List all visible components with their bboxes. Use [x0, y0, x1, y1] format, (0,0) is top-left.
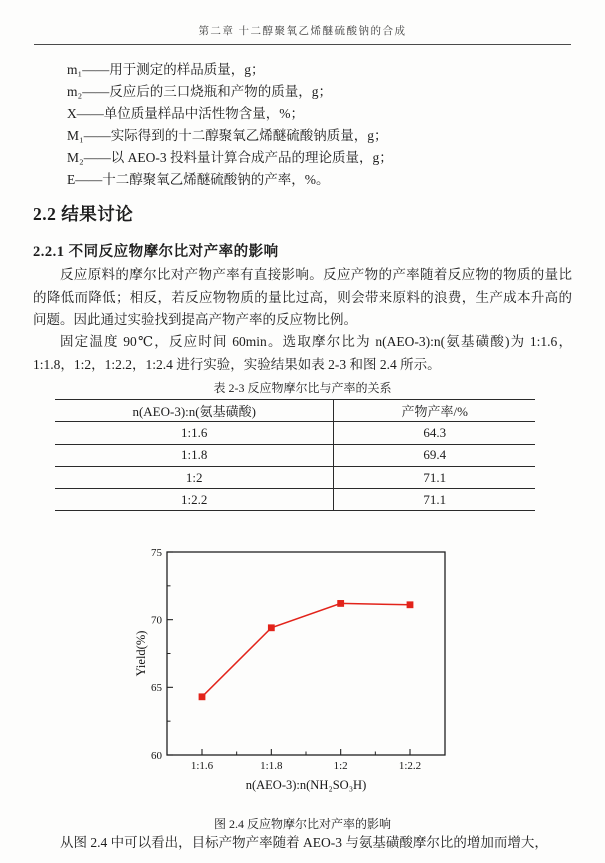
- definition-item: m₁——用于测定的样品质量，g；: [67, 62, 265, 77]
- x-tick-label: 1:2: [333, 760, 348, 772]
- running-header: 第二章 十二醇聚氧乙烯醚硫酸钠的合成: [198, 26, 407, 37]
- y-axis-label: Yield(%): [134, 630, 148, 677]
- plot-frame: [167, 552, 445, 755]
- table-header-row: [55, 400, 535, 422]
- data-point-marker: [268, 624, 275, 631]
- definition-item: m₂——反应后的三口烧瓶和产物的质量，g；: [67, 84, 332, 99]
- definition-item: M₂——以 AEO-3 投料量计算合成产品的理论质量，g；: [67, 150, 393, 165]
- yield-series-line: [202, 603, 410, 696]
- definition-item: X——单位质量样品中活性物含量，%；: [67, 106, 304, 121]
- table-cell: 1:2: [55, 466, 334, 488]
- data-point-marker: [407, 601, 414, 608]
- y-tick-label: 75: [151, 546, 162, 559]
- table-row: [55, 422, 535, 444]
- table-row: [55, 466, 535, 488]
- yield-line-chart: [130, 543, 480, 803]
- mole-ratio-yield-table: [55, 399, 535, 511]
- y-tick-label: 60: [151, 749, 162, 762]
- x-tick-label: 1:1.8: [260, 760, 283, 772]
- section-heading: 2.2 结果讨论: [33, 204, 134, 224]
- table-row: [55, 489, 535, 511]
- figure-caption: 图 2.4 反应物摩尔比对产率的影响: [213, 817, 391, 831]
- definition-item: M₁——实际得到的十二醇聚氧乙烯醚硫酸钠质量，g；: [67, 128, 388, 143]
- paragraph-experiment-conditions: 固定温度 90℃，反应时间 60min。选取摩尔比为 n(AEO-3):n(氨基磺酸)为 1:1.6，1:1.8，1:2，1:2.2，1:2.4 进行实验，实验结果如表 2-3 和图 2.4 所示。: [33, 334, 572, 372]
- subsection-heading: 2.2.1 不同反应物摩尔比对产率的影响: [33, 244, 279, 260]
- data-point-marker: [199, 693, 206, 700]
- x-axis-label: n(AEO-3):n(NH₂SO₃H): [245, 778, 367, 792]
- data-point-marker: [337, 600, 344, 607]
- table-caption: 表 2-3 反应物摩尔比与产率的关系: [213, 381, 392, 395]
- definition-item: E——十二醇聚氧乙烯醚硫酸钠的产率，%。: [67, 172, 330, 187]
- table-cell: 1:2.2: [55, 489, 334, 511]
- table-cell: 1:1.8: [55, 444, 334, 466]
- y-tick-label: 70: [151, 614, 162, 627]
- table-cell: 1:1.6: [55, 422, 334, 444]
- paragraph-mole-ratio-effect: 反应原料的摩尔比对产物产率有直接影响。反应产物的产率随着反应物的物质的量比的降低而降低；相反，若反应物物质的量比过高，则会带来原料的浪费，生产成本升高的问题。因此通过实验找到提高产物产率的反应物比例。: [33, 267, 572, 328]
- table-col-header-yield: 产物产率/%: [334, 400, 535, 422]
- table-cell: 64.3: [334, 422, 535, 444]
- paragraph-figure-discussion: 从图 2.4 中可以看出，目标产物产率随着 AEO-3 与氨基磺酸摩尔比的增加而增大，: [60, 835, 548, 850]
- y-tick-label: 65: [151, 682, 162, 695]
- table-cell: 71.1: [423, 491, 447, 507]
- symbol-definition-list: [67, 59, 565, 191]
- table-cell: 71.1: [334, 466, 535, 488]
- header-rule: [34, 44, 571, 45]
- table-cell: 69.4: [334, 444, 535, 466]
- table-row: [55, 444, 535, 466]
- x-tick-label: 1:2.2: [398, 760, 422, 772]
- table-col-header-ratio: n(AEO-3):n(氨基磺酸): [55, 400, 334, 422]
- x-tick-label: 1:1.6: [190, 760, 214, 772]
